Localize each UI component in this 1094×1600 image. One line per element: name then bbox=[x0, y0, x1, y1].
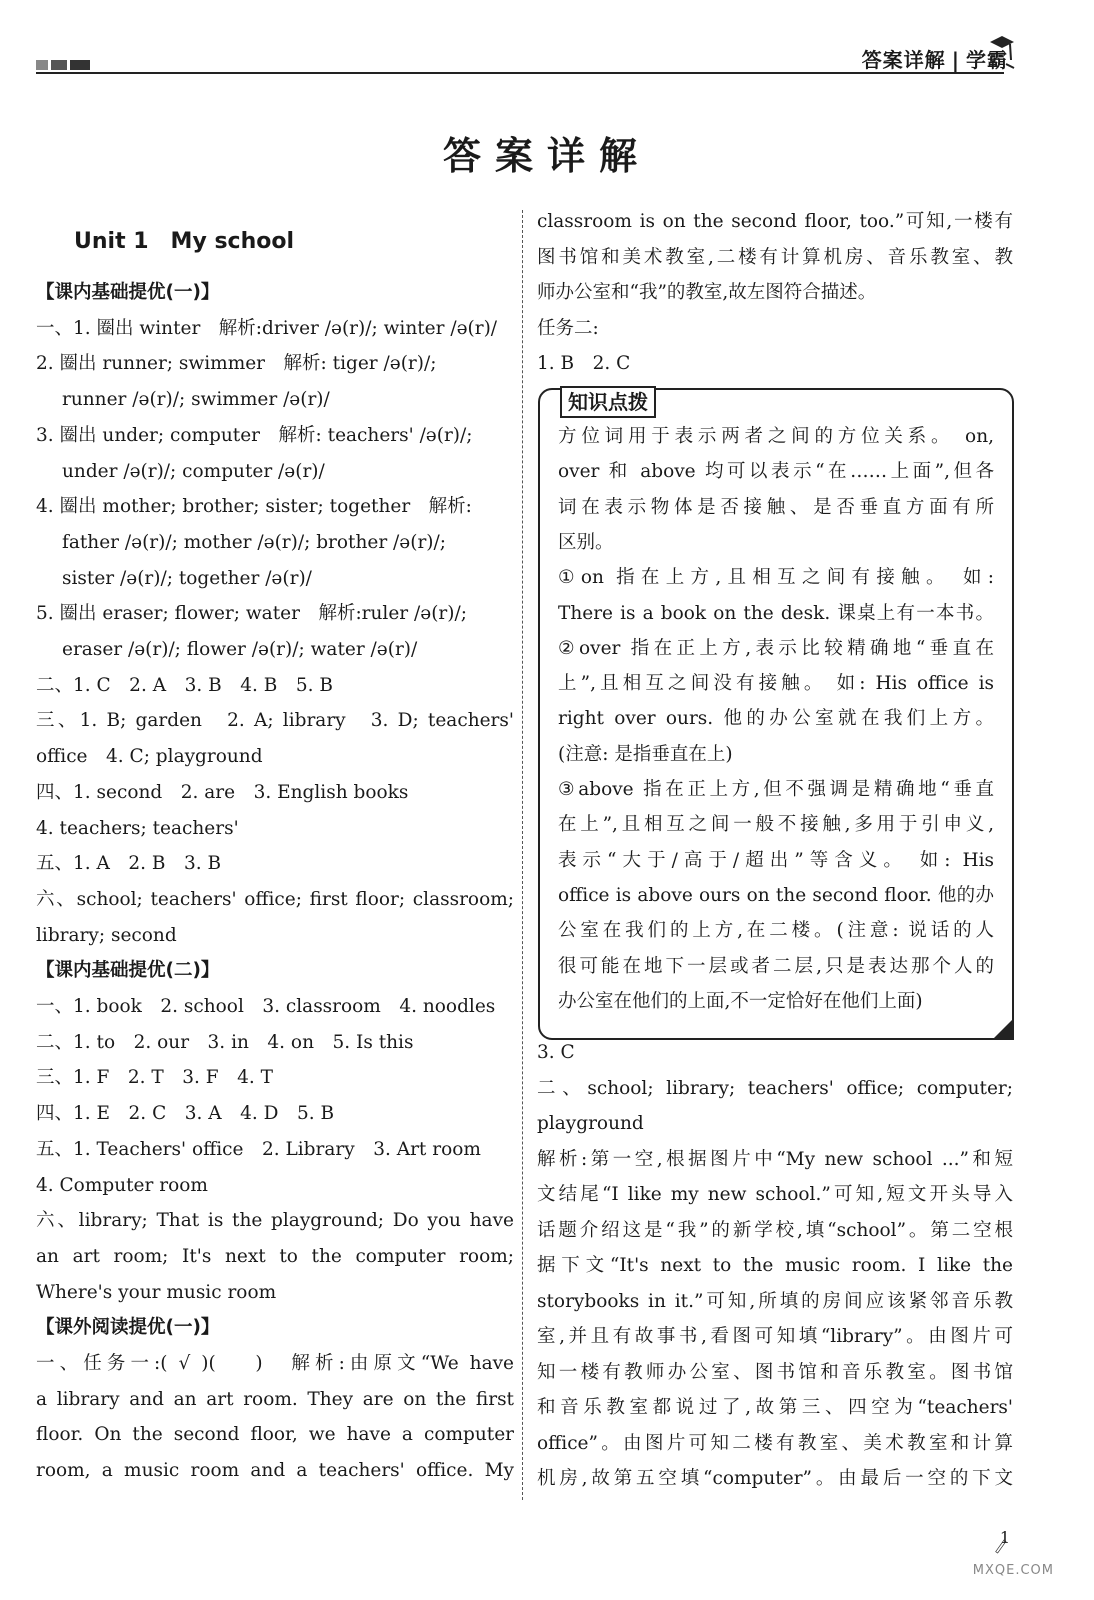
knowledge.lines-line: ①on 指在上方,且相互之间有接触。 如: bbox=[558, 567, 994, 589]
right_bottom-line: 知一楼有教师办公室、图书馆和音乐教室。图书馆 bbox=[537, 1361, 1013, 1383]
left-line: 2. 圈出 runner; swimmer 解析: tiger /ə(r)/; bbox=[36, 353, 437, 375]
knowledge.lines-line: (注意: 是指垂直在上) bbox=[558, 743, 733, 765]
right_bottom-line: storybooks in it.”可知,所填的房间应该紧邻音乐教 bbox=[537, 1290, 1013, 1312]
knowledge.lines-line: over 和 above 均可以表示“在……上面”,但各 bbox=[558, 461, 994, 483]
left-line: 【课外阅读提优(一)】 bbox=[36, 1317, 220, 1339]
left-line: 三、1. B; garden 2. A; library 3. D; teachers' bbox=[36, 710, 514, 732]
right_top-line: 任务二: bbox=[537, 317, 599, 339]
left-line: 3. 圈出 under; computer 解析: teachers' /ə(r)/; bbox=[36, 424, 473, 446]
left-line: 四、1. E 2. C 3. A 4. D 5. B bbox=[36, 1103, 335, 1125]
knowledge.lines-line: right over ours. 他的办公室就在我们上方。 bbox=[558, 708, 994, 730]
right_bottom-line: 室,并且有故事书,看图可知填“library”。由图片可 bbox=[537, 1326, 1013, 1347]
left-line: sister /ə(r)/; together /ə(r)/ bbox=[62, 567, 312, 589]
right_bottom-line: 机房,故第五空填“computer”。由最后一空的下文 bbox=[537, 1468, 1013, 1489]
left-line: 二、1. to 2. our 3. in 4. on 5. Is this bbox=[36, 1031, 414, 1053]
left-line: eraser /ə(r)/; flower /ə(r)/; water /ə(r)/ bbox=[62, 639, 418, 660]
header-rule bbox=[36, 72, 1004, 74]
left-line: 4. 圈出 mother; brother; sister; together 解析: bbox=[36, 496, 472, 518]
right_top-line: 师办公室和“我”的教室,故左图符合描述。 bbox=[537, 282, 877, 303]
knowledge.lines-line: 办公室在他们的上面,不一定恰好在他们上面) bbox=[558, 990, 923, 1012]
right_bottom-line: 据下文“It's next to the music room. I like the bbox=[537, 1255, 1013, 1276]
left-line: 五、1. Teachers' office 2. Library 3. Art room bbox=[36, 1138, 481, 1160]
left-line: Where's your music room bbox=[36, 1281, 277, 1303]
right_bottom-line: 和音乐教室都说过了,故第三、四空为“teachers' bbox=[537, 1397, 1013, 1418]
left-line: floor. On the second floor, we have a computer bbox=[36, 1424, 514, 1446]
left-line: 六、library; That is the playground; Do you have bbox=[36, 1210, 514, 1232]
left-line: 三、1. F 2. T 3. F 4. T bbox=[36, 1067, 273, 1089]
knowledge.lines-line: 上”,且相互之间没有接触。 如: His office is bbox=[558, 673, 994, 695]
knowledge.lines-line: 区别。 bbox=[558, 531, 614, 553]
knowledge.lines-line: 公室在我们的上方,在二楼。(注意: 说话的人 bbox=[558, 920, 994, 942]
right_bottom-line: playground bbox=[537, 1113, 644, 1134]
left-line: 二、1. C 2. A 3. B 4. B 5. B bbox=[36, 674, 333, 696]
left-line: room, a music room and a teachers' office. My bbox=[36, 1460, 514, 1482]
right_top-line: 1. B 2. C bbox=[537, 353, 631, 374]
left-line: 一、任务一:( √ )( ) 解析:由原文“We have bbox=[36, 1353, 514, 1374]
left-line: a library and an art room. They are on the first bbox=[36, 1388, 514, 1410]
left-line: library; second bbox=[36, 924, 177, 946]
left-line: 一、1. book 2. school 3. classroom 4. noodles bbox=[36, 996, 496, 1017]
column-divider bbox=[522, 210, 523, 1500]
header-section: 答案详解 bbox=[861, 48, 946, 72]
left-line: runner /ə(r)/; swimmer /ə(r)/ bbox=[62, 389, 330, 411]
page-number: 1 bbox=[999, 1528, 1010, 1547]
knowledge.lines-line: 表示“大于/高于/超出”等含义。 如: His bbox=[558, 849, 994, 871]
knowledge.lines-line: office is above ours on the second floor. 他的办 bbox=[558, 884, 994, 906]
left-line: 一、1. 圈出 winter 解析:driver /ə(r)/; winter /ə(r)/ bbox=[36, 317, 498, 339]
left-line: father /ə(r)/; mother /ə(r)/; brother /ə(r)/; bbox=[62, 531, 446, 553]
knowledge-box-title: 知识点拨 bbox=[560, 386, 656, 418]
header-decoration bbox=[36, 60, 106, 70]
page-title: 答案详解 bbox=[442, 134, 651, 178]
left-line: under /ə(r)/; computer /ə(r)/ bbox=[62, 460, 325, 482]
right_bottom-line: 解析:第一空,根据图片中“My new school ...”和短 bbox=[537, 1148, 1013, 1170]
unit-heading: Unit 1 My school bbox=[74, 229, 295, 254]
left-line: office 4. C; playground bbox=[36, 746, 263, 768]
header-brand: 学霸 bbox=[966, 48, 1008, 72]
right_bottom-line: 二、school; library; teachers' office; computer; bbox=[537, 1077, 1013, 1099]
header-title: 答案详解 | 学霸 bbox=[861, 48, 1008, 72]
right_bottom-line: 话题介绍这是“我”的新学校,填“school”。第二空根 bbox=[537, 1219, 1013, 1241]
left-line: 【课内基础提优(一)】 bbox=[36, 282, 220, 303]
watermark: MXQE.COM bbox=[972, 1563, 1054, 1578]
left-line: 4. teachers; teachers' bbox=[36, 817, 239, 839]
left-line: 六、school; teachers' office; first floor; classroom; bbox=[36, 888, 514, 910]
left-line: 【课内基础提优(二)】 bbox=[36, 960, 220, 982]
graduation-cap-icon bbox=[986, 30, 1016, 70]
pencil-icon bbox=[994, 1530, 1034, 1560]
left-line: 4. Computer room bbox=[36, 1174, 208, 1196]
right_top-line: 图书馆和美术教室,二楼有计算机房、音乐教室、教 bbox=[537, 246, 1013, 268]
knowledge.lines-line: 很可能在地下一层或者二层,只是表达那个人的 bbox=[558, 955, 994, 977]
left-line: 五、1. A 2. B 3. B bbox=[36, 853, 222, 875]
knowledge.lines-line: There is a book on the desk. 课桌上有一本书。 bbox=[558, 602, 994, 624]
right_top-line: classroom is on the second floor, too.”可知,一楼有 bbox=[537, 211, 1013, 232]
right_bottom-line: 3. C bbox=[537, 1042, 575, 1063]
knowledge.lines-line: 方位词用于表示两者之间的方位关系。 on, bbox=[558, 426, 994, 447]
knowledge.lines-line: ②over 指在正上方,表示比较精确地“垂直在 bbox=[558, 637, 994, 659]
left-line: 四、1. second 2. are 3. English books bbox=[36, 781, 409, 803]
right_bottom-line: office”。由图片可知二楼有教室、美术教室和计算 bbox=[537, 1432, 1013, 1454]
knowledge.lines-line: ③above 指在正上方,但不强调是精确地“垂直 bbox=[558, 779, 994, 800]
left-line: 5. 圈出 eraser; flower; water 解析:ruler /ə(r)/; bbox=[36, 603, 467, 625]
right_bottom-line: 文结尾“I like my new school.”可知,短文开头导入 bbox=[537, 1184, 1013, 1205]
knowledge.lines-line: 词在表示物体是否接触、是否垂直方面有所 bbox=[558, 496, 994, 518]
knowledge.lines-line: 在上”,且相互之间一般不接触,多用于引申义, bbox=[558, 814, 994, 836]
left-line: an art room; It's next to the computer room; bbox=[36, 1245, 514, 1267]
